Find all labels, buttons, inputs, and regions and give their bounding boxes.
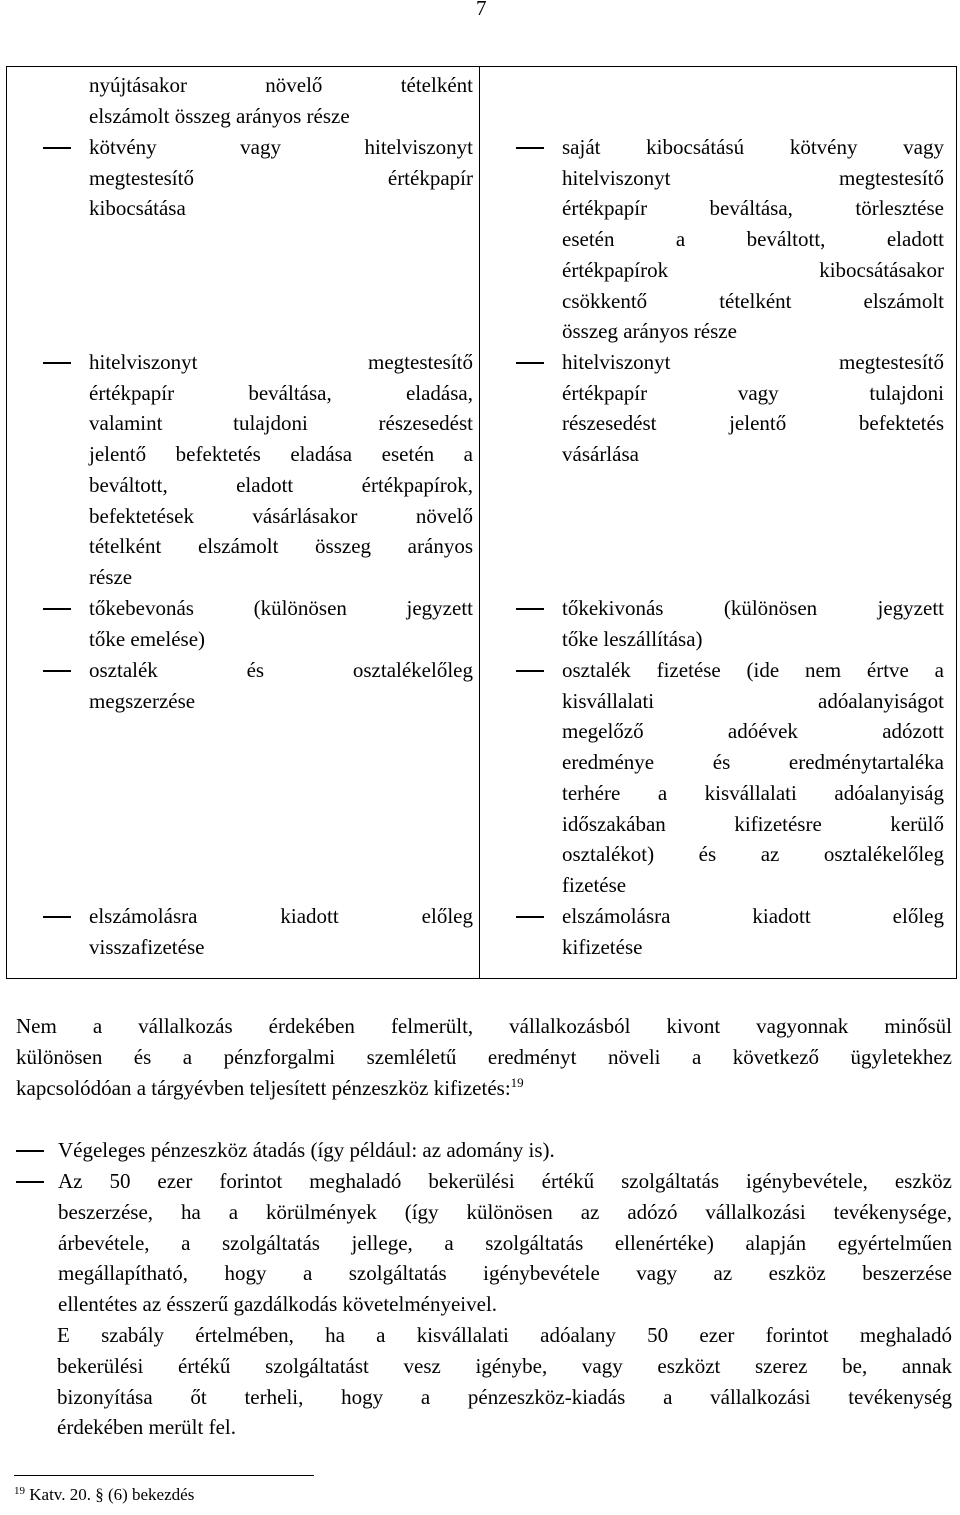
text-line: terhére a kisvállalati adóalanyiság [562,780,944,805]
text-line: bizonyítása őt terheli, hogy a pénzeszköz-kiadás a vállalkozási tevékenység [57,1384,952,1409]
text-line: fizetése [562,872,627,897]
paragraph-line: különösen és a pénzforgalmi szemléletű eredményt növeli a következő ügyletekhez [16,1044,952,1069]
text-line: osztalékot) és az osztalékelőleg [562,842,944,867]
paragraph-line: Nem a vállalkozás érdekében felmerült, vállalkozásból kivont vagyonnak minősül [16,1014,952,1038]
text-line: bekerülési értékű szolgáltatást vesz igénybe, vagy eszközt szerez be, annak [57,1353,952,1378]
text-line: jelentő befektetés eladása esetén a [89,442,473,467]
text-line: osztalék fizetése (ide nem értve a [562,658,944,682]
paragraph-line-text: kapcsolódóan a tárgyévben teljesített pénzeszköz kifizetés: [16,1075,511,1100]
text-line: tételként elszámolt összeg arányos [89,534,473,559]
followup-paragraph [57,1320,952,1443]
text-line: része [89,564,133,589]
text-line: E szabály értelmében, ha a kisvállalati adóalany 50 ezer forintot meghaladó [57,1323,952,1347]
text-line: megelőző adóévek adózott [562,719,944,744]
right-table-item [562,347,944,470]
text-line: részesedést jelentő befektetés [562,411,944,436]
text-line: beszerzése, ha a körülmények (így különösen az adózó vállalkozási tevékenysége, [58,1199,952,1224]
text-line: esetén a beváltott, eladott [562,227,944,252]
text-line: ellentétes az ésszerű gazdálkodás követelményeivel. [58,1292,498,1317]
main-paragraph [16,1011,952,1103]
text-line: érdekében merült fel. [57,1415,236,1440]
text-line: eredménye és eredménytartaléka [562,750,944,775]
text-line: hitelviszonyt megtestesítő [562,350,944,374]
paragraph-line [16,1073,952,1104]
text-line: tőke emelése) [89,626,206,651]
footnote-text: Katv. 20. § (6) bekezdés [29,1485,195,1504]
footnote-number: 19 [14,1485,25,1497]
text-line: kisvállalati adóalanyiságot [562,688,944,713]
page-number: 7 [476,0,487,20]
text-line: elszámolásra kiadott előleg [562,904,944,928]
text-line: összeg arányos része [562,319,737,344]
text-line: értékpapír vagy tulajdoni [562,380,944,405]
text-line: elszámolásra kiadott előleg [89,904,473,928]
text-line: beváltott, eladott értékpapírok, [89,472,473,497]
bullet-item [58,1166,952,1320]
left-table-item [89,655,473,716]
right-column [480,67,957,979]
text-line: csökkentő tételként elszámolt [562,288,944,313]
text-line: osztalék és osztalékelőleg [89,658,473,682]
right-table-item [562,655,944,901]
text-line: valamint tulajdoni részesedést [89,411,473,436]
text-line: hitelviszonyt megtestesítő [89,350,473,374]
text-line: értékpapírok kibocsátásakor [562,257,944,282]
text-line: értékpapír beváltása, törlesztése [562,196,944,221]
text-line: árbevétele, a szolgáltatás jellege, a szolgáltatás ellenértéke) alapján egyértelműen [58,1230,952,1255]
text-line: kifizetése [562,934,643,959]
text-line: visszafizetése [89,934,205,959]
text-line: Az 50 ezer forintot meghaladó bekerülési értékű szolgáltatás igénybevétele, eszköz [58,1169,952,1193]
text-line: megállapítható, hogy a szolgáltatás igénybevétele vagy az eszköz beszerzése [58,1261,952,1286]
text-line: kötvény vagy hitelviszonyt [89,135,473,159]
text-line: megszerzése [89,688,196,713]
text-line: hitelviszonyt megtestesítő [562,165,944,190]
text-line: vásárlása [562,442,639,467]
left-table-item [89,901,473,962]
left-table-item [89,70,473,131]
footnote-reference: 19 [510,1074,524,1090]
right-table-item [562,593,944,654]
right-table-item [562,132,944,347]
text-line: saját kibocsátású kötvény vagy [562,135,944,159]
text-line: elszámolt összeg arányos része [89,103,350,128]
text-line: kibocsátása [89,196,186,221]
text-line: tőkebevonás (különösen jegyzett [89,596,473,620]
text-line: Végeleges pénzeszköz átadás (így például: az adomány is). [58,1138,555,1162]
text-line: tőkekivonás (különösen jegyzett [562,596,944,620]
left-table-item [89,132,473,224]
left-table-item [89,593,473,654]
comparison-table [6,66,957,979]
bullet-item [58,1135,952,1166]
footnote-separator [14,1475,314,1476]
right-table-item [562,901,944,962]
text-line: értékpapír beváltása, eladása, [89,380,473,405]
footnote [14,1485,194,1505]
left-table-item [89,347,473,593]
text-line: időszakában kifizetésre kerülő [562,811,944,836]
text-line: nyújtásakor növelő tételként [89,73,473,97]
left-column [7,67,480,979]
text-line: befektetések vásárlásakor növelő [89,503,473,528]
text-line: tőke leszállítása) [562,626,703,651]
text-line: megtestesítő értékpapír [89,165,473,190]
